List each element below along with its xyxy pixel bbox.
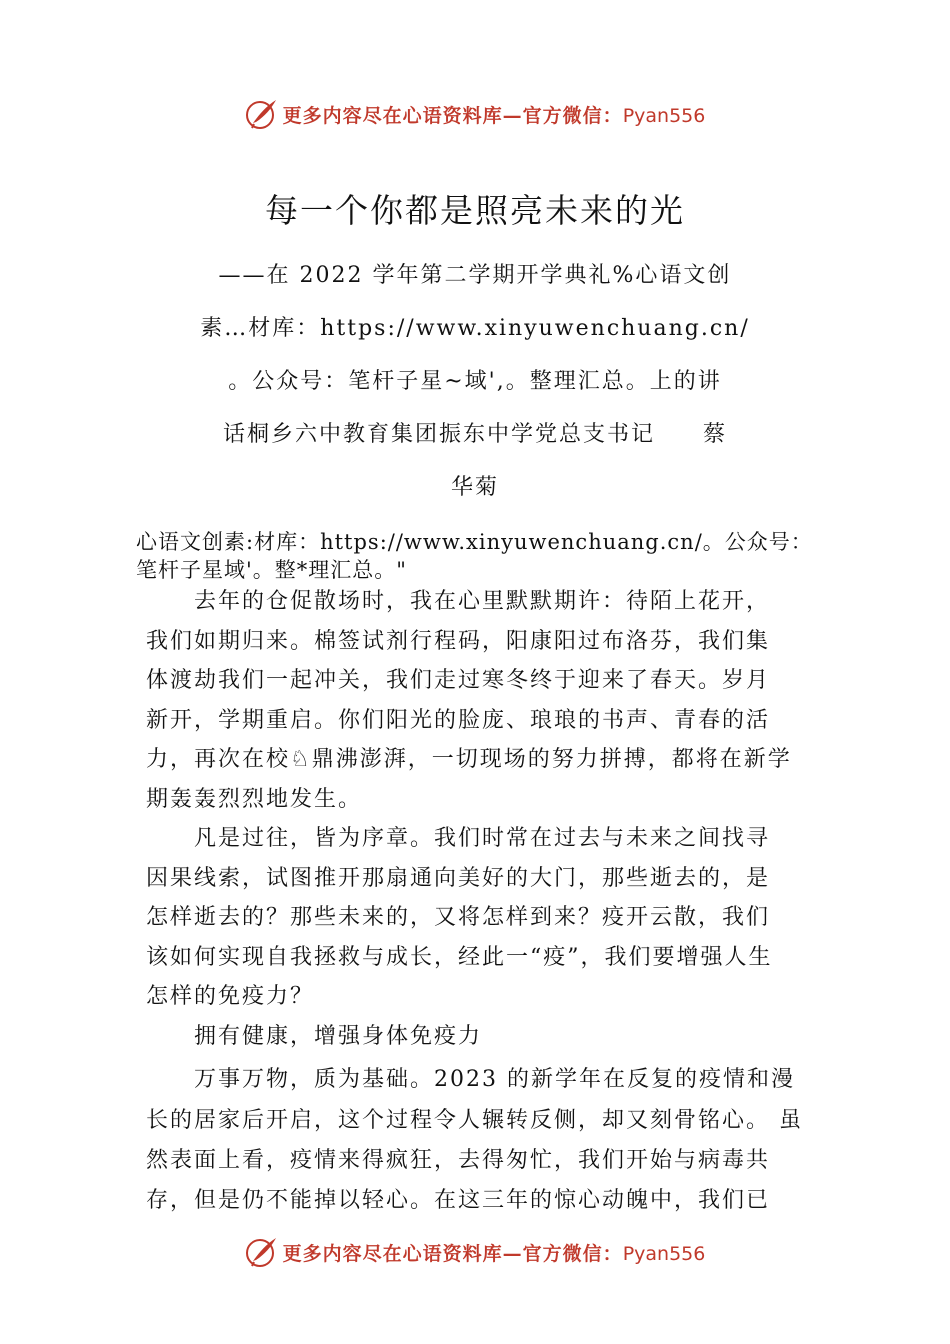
section-heading: 拥有健康，增强身体免疫力 [146, 1024, 483, 1049]
footer-banner [0, 1232, 950, 1272]
body-line: 力，再次在校♘鼎沸澎湃，一切现场的努力拼搏，都将在新学 [146, 747, 792, 772]
note-line: 笔杆子星域'。整*理汇总。" [136, 558, 407, 582]
body-line: 该如何实现自我拯救与成长，经此一“疫”，我们要增强人生 [146, 945, 773, 970]
body-line: 去年的仓促散场时，我在心里默默期许：待陌上花开， [146, 589, 771, 614]
body-line: 万事万物，质为基础。2023 的新学年在反复的疫情和漫 [146, 1067, 795, 1092]
subtitle-line: 话桐乡六中教育集团振东中学党总支书记 蔡 [222, 422, 727, 447]
banner-text: 更多内容尽在心语资料库—官方微信：Pyan556 [282, 104, 706, 127]
subtitle-line: 。公众号：笔杆子星~域',。整理汇总。上的讲 [228, 369, 722, 394]
body-line: 怎样逝去的？那些未来的，又将怎样到来？疫开云散，我们 [146, 905, 771, 930]
document-title: 每一个你都是照亮未来的光 [265, 191, 685, 230]
body-line: 因果线索，试图推开那扇通向美好的大门，那些逝去的，是 [146, 866, 771, 891]
subtitle-line: 素…材库：https://www.xinyuwenchuang.cn/ [200, 316, 750, 341]
body-line: 期轰轰烈烈地发生。 [146, 787, 363, 812]
header-banner [0, 94, 950, 134]
subtitle-line: 华菊 [450, 475, 499, 500]
body-line: 然表面上看，疫情来得疯狂，去得匆忙，我们开始与病毒共 [146, 1148, 771, 1173]
subtitle-line: ——在 2022 学年第二学期开学典礼%心语文创 [218, 263, 732, 288]
wechat-id: Pyan556 [622, 1242, 706, 1265]
note-line: 心语文创素:材库：https://www.xinyuwenchuang.cn/。公众号： [136, 530, 813, 554]
body-line: 凡是过往，皆为序章。我们时常在过去与未来之间找寻 [146, 826, 771, 851]
quill-logo-icon [245, 97, 279, 131]
quill-logo-icon [245, 1235, 279, 1269]
body-line: 体渡劫我们一起冲关，我们走过寒冬终于迎来了春天。岁月 [146, 668, 771, 693]
wechat-id: Pyan556 [622, 104, 706, 127]
body-line: 存，但是仍不能掉以轻心。在这三年的惊心动魄中，我们已 [146, 1188, 771, 1213]
body-line: 新开，学期重启。你们阳光的脸庞、琅琅的书声、青春的活 [146, 708, 771, 733]
body-line: 怎样的免疫力？ [146, 984, 315, 1009]
body-line: 我们如期归来。棉签试剂行程码，阳康阳过布洛芬，我们集 [146, 629, 771, 654]
banner-text: 更多内容尽在心语资料库—官方微信：Pyan556 [282, 1242, 706, 1265]
body-line: 长的居家后开启，这个过程令人辗转反侧，却又刻骨铭心。 虽 [146, 1108, 803, 1133]
